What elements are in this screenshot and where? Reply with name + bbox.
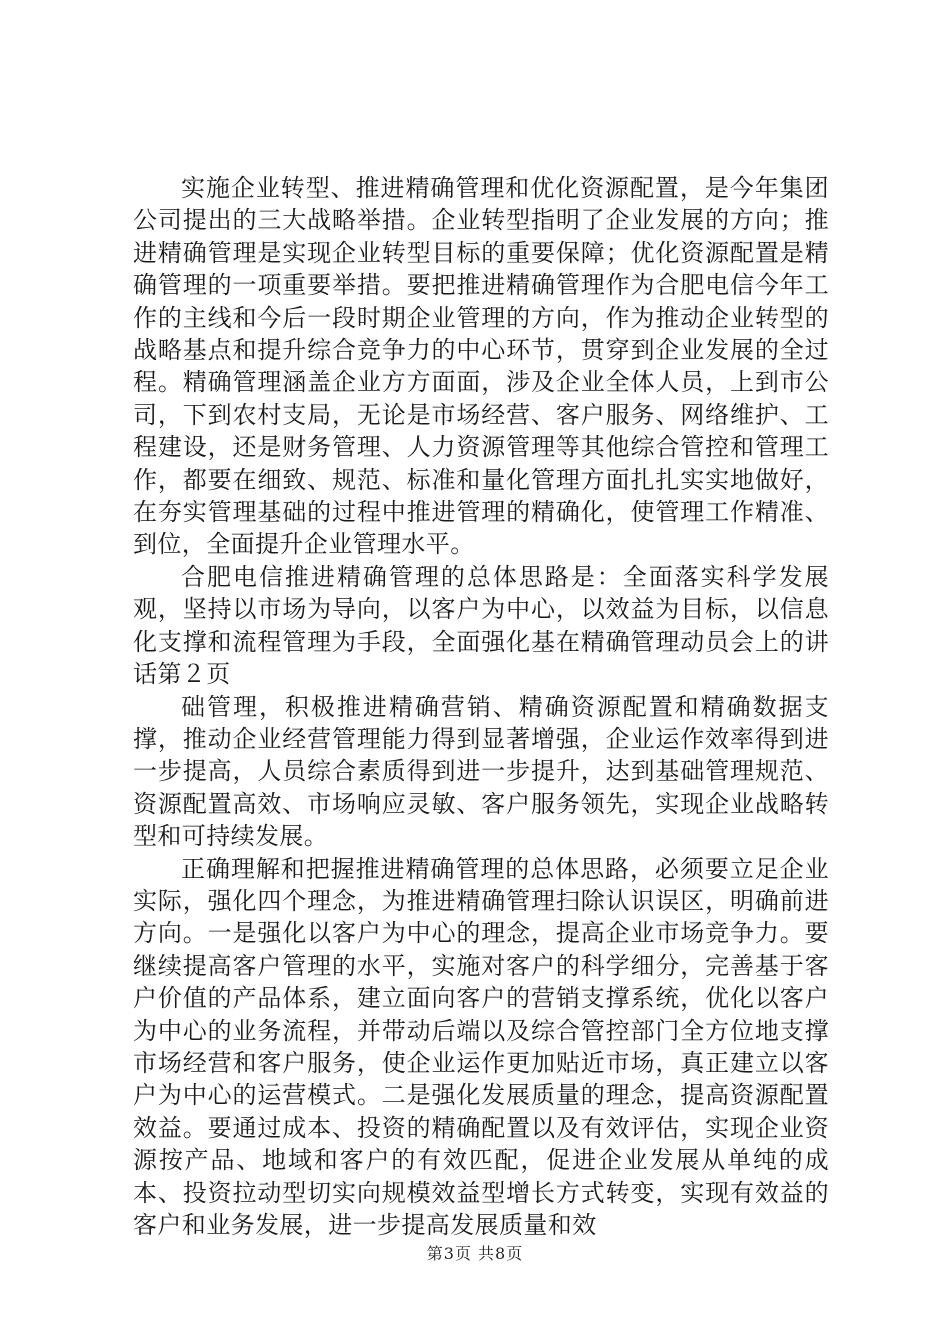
paragraph-2: 合肥电信推进精确管理的总体思路是：全面落实科学发展观，坚持以市场为导向，以客户为中心，以效益为目标，以信息化支撑和流程管理为手段，全面强化基在精确管理动员会上的讲话第２页 (133, 562, 829, 689)
page-number-footer: 第3页 共8页 (426, 1244, 524, 1263)
paragraph-3: 础管理，积极推进精确营销、精确资源配置和精确数据支撑，推动企业经营管理能力得到显著增强，企业运作效率得到进一步提高，人员综合素质得到进一步提升，达到基础管理规范、资源配置高效、市场响应灵敏、客户服务领先，实现企业战略转型和可持续发展。 (133, 692, 829, 851)
document-body (133, 172, 829, 1241)
paragraph-4: 正确理解和把握推进精确管理的总体思路，必须要立足企业实际，强化四个理念，为推进精确管理扫除认识误区，明确前进方向。一是强化以客户为中心的理念，提高企业市场竞争力。要继续提高客户管理的水平，实施对客户的科学细分，完善基于客户价值的产品体系，建立面向客户的营销支撑系统，优化以客户为中心的业务流程，并带动后端以及综合管控部门全方位地支撑市场经营和客户服务，使企业运作更加贴近市场，真正建立以客户为中心的运营模式。二是强化发展质量的理念，提高资源配置效益。要通过成本、投资的精确配置以及有效评估，实现企业资源按产品、地域和客户的有效匹配，促进企业发展从单纯的成本、投资拉动型切实向规模效益型增长方式转变，实现有效益的客户和业务发展，进一步提高发展质量和效 (133, 854, 829, 1239)
paragraph-1: 实施企业转型、推进精确管理和优化资源配置，是今年集团公司提出的三大战略举措。企业转型指明了企业发展的方向；推进精确管理是实现企业转型目标的重要保障；优化资源配置是精确管理的一项重要举措。要把推进精确管理作为合肥电信今年工作的主线和今后一段时期企业管理的方向，作为推动企业转型的战略基点和提升综合竞争力的中心环节，贯穿到企业发展的全过程。精确管理涵盖企业方方面面，涉及企业全体人员，上到市公司，下到农村支局，无论是市场经营、客户服务、网络维护、工程建设，还是财务管理、人力资源管理等其他综合管控和管理工作，都要在细致、规范、标准和量化管理方面扎扎实实地做好，在夯实管理基础的过程中推进管理的精确化，使管理工作精准、到位，全面提升企业管理水平。 (133, 174, 829, 559)
